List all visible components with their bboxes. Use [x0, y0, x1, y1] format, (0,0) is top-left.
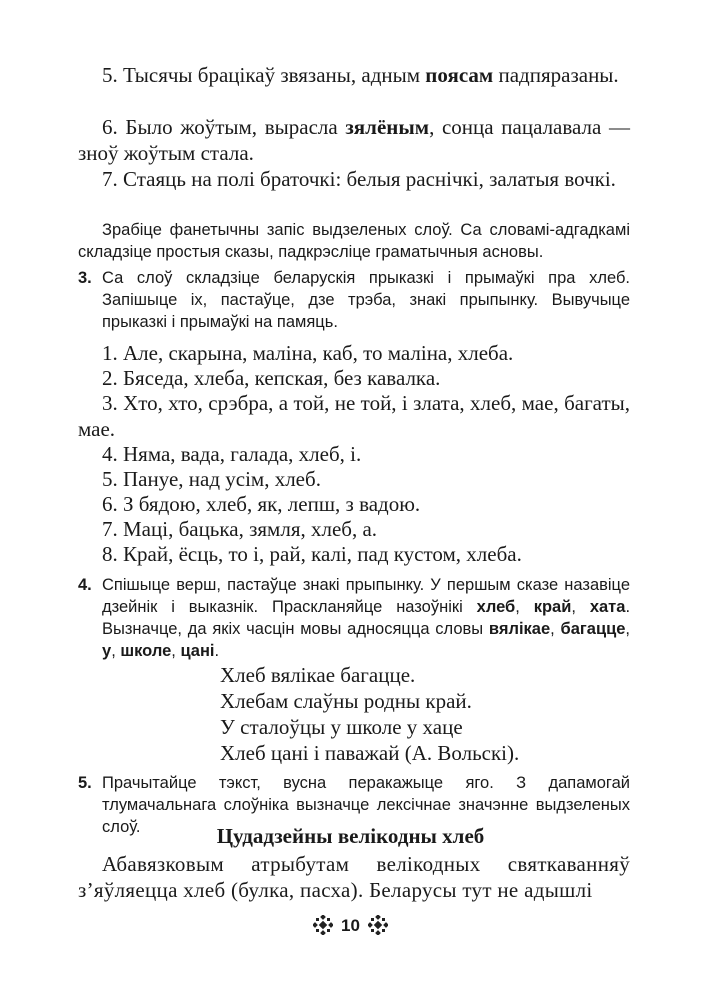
proverb-item: 8. Край, ёсць, то і, рай, калі, пад кустом, хлеба.: [102, 542, 522, 566]
riddle-6-text-end: , сонца пацалавала — зноў жоўтым стала.: [78, 115, 630, 165]
task-4: [78, 574, 630, 662]
riddle-5: [78, 62, 630, 88]
riddle-5-text-start: 5. Тысячы брацікаў звязаны, адным: [102, 63, 426, 87]
bold-word: багацце: [560, 620, 626, 638]
riddle-6: [78, 114, 630, 166]
task-3-text: Са слоў складзіце беларускія прыказкі і прымаўкі пра хлеб. Запішыце іх, пастаўце, дзе трэба, знакі прыпынку. Вывучыце прыказкі і прымаўкі на памяць.: [102, 269, 630, 331]
riddle-7: 7. Стаяць на полі браточкі: белыя раснічкі, залатыя вочкі.: [102, 167, 616, 191]
bold-word: хлеб: [476, 598, 516, 616]
poem: [220, 662, 640, 766]
task-4-text: Спішыце верш, пастаўце знакі прыпынку. У першым сказе назавіце дзейнік і выказнік. Праскланяйце назоўнікі хлеб, край, хата. Вызначце, да якіх часцін мовы адносяцца словы вялікае, багацце, у, школе, цані.: [102, 576, 631, 660]
riddle-5-text-end: падпяразаны.: [493, 63, 619, 87]
task-5-number: 5.: [78, 774, 92, 792]
proverb-item: 7. Маці, бацька, зямля, хлеб, а.: [102, 517, 378, 541]
task-3: [78, 267, 630, 333]
proverb-item: 6. З бядою, хлеб, як, лепш, з вадою.: [102, 492, 421, 516]
ornament-icon: [313, 915, 333, 935]
bold-word: у: [102, 642, 112, 660]
bold-word: школе: [120, 642, 172, 660]
task-4-number: 4.: [78, 576, 92, 594]
riddle-6-text-start: 6. Было жоўтым, вырасла: [102, 115, 346, 139]
page-footer: [0, 915, 701, 936]
page-number: 10: [341, 916, 360, 935]
proverb-item: 5. Пануе, над усім, хлеб.: [102, 467, 321, 491]
proverb-item: 3. Хто, хто, срэбра, а той, не той, і злата, хлеб, мае, багаты, мае.: [78, 391, 630, 441]
task-5-text: Прачытайце тэкст, вусна перакажыце яго. З дапамогай тлумачальнага слоўніка вызначце лексічнае значэнне выдзеленых слоў.: [102, 774, 630, 836]
bold-word: край: [533, 598, 572, 616]
proverb-item: 2. Бяседа, хлеба, кепская, без кавалка.: [102, 366, 441, 390]
poem-line: Хлебам слаўны родны край.: [220, 689, 472, 713]
proverb-item: 1. Але, скарына, маліна, каб, то маліна, хлеба.: [102, 341, 514, 365]
riddle-5-highlighted-word: поясам: [425, 63, 494, 87]
poem-line: Хлеб вялікае багацце.: [220, 663, 416, 687]
ornament-icon: [368, 915, 388, 935]
bold-word: цані: [180, 642, 215, 660]
poem-line: Хлеб цані і паважай (А. Вольскі).: [220, 741, 520, 765]
task-3-number: 3.: [78, 269, 92, 287]
body-paragraph: Абавязковым атрыбутам велікодных святкаванняў з’яўляецца хлеб (булка, пасха). Беларусы тут не адышлі: [78, 852, 630, 902]
section-title: Цудадзейны велікодны хлеб: [216, 824, 485, 848]
poem-line: У сталоўцы у школе у хаце: [220, 715, 463, 739]
bold-word: хата: [589, 598, 626, 616]
riddle-6-highlighted-word: зялёным: [345, 115, 430, 139]
bold-word: вялікае: [488, 620, 551, 638]
task-2-instruction: Зрабіце фанетычны запіс выдзеленых слоў. Са словамі-адгадкамі складзіце простыя сказы, падкрэсліце граматычныя асновы.: [78, 221, 630, 261]
proverb-item: 4. Няма, вада, галада, хлеб, і.: [102, 442, 362, 466]
